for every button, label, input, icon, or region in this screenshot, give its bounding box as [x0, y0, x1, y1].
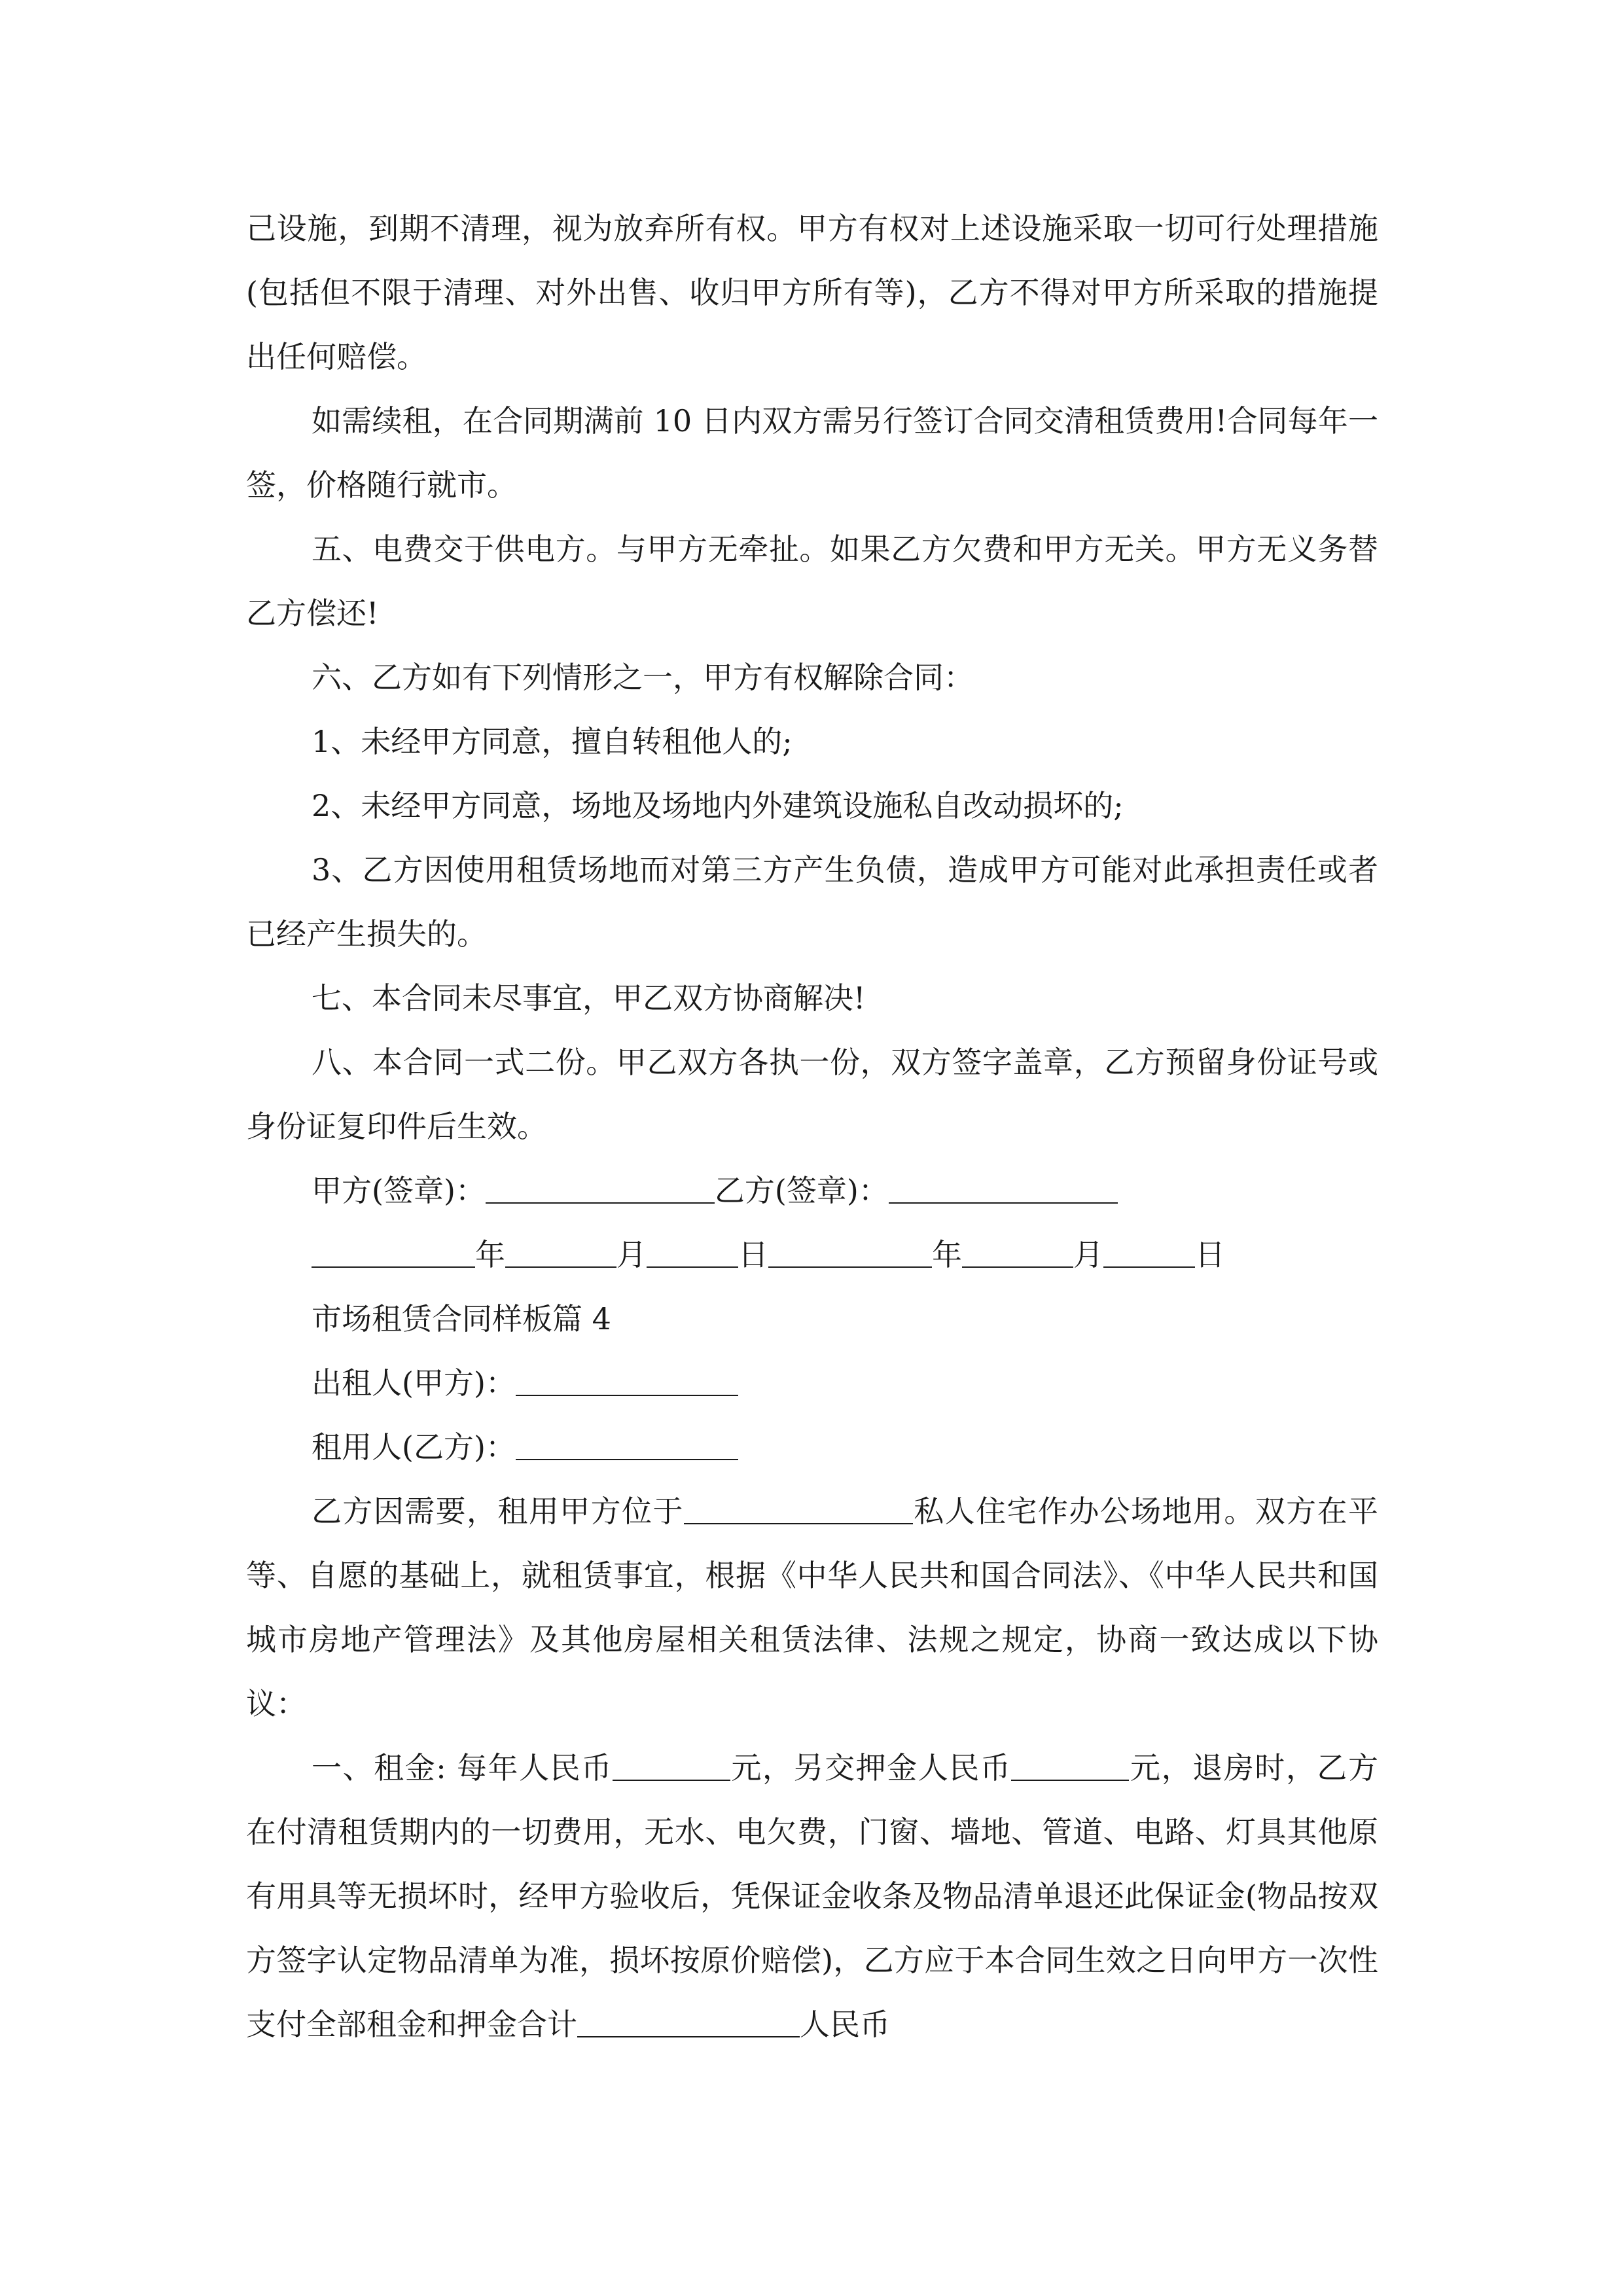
- date-year-label: 年: [932, 1237, 962, 1272]
- paragraph-clause-6: 六、乙方如有下列情形之一，甲方有权解除合同：: [312, 660, 974, 695]
- rent-text-c: 元，退房时，乙方在付清租赁期内的一切费用，无水、电欠费，门窗、墙地、管道、电路、灯具其他原有用具等无损坏时，经甲方验收后，凭保证金收条及物品清单退还此保证金(物品按双方签字认定物品清单为准，损坏按原价赔偿)，乙方应于本合同生效之日向甲方一次性支付全部租金和押金合计: [246, 1750, 1379, 2042]
- lessee-line: [246, 1415, 1378, 1479]
- date-month-label: 月: [616, 1237, 647, 1272]
- date-b-month-blank: [962, 1240, 1073, 1268]
- document-body: [246, 196, 1378, 2056]
- lease-intro-text-a: 乙方因需要，租用甲方位于: [312, 1494, 684, 1529]
- date-a-year-blank: [312, 1240, 475, 1268]
- paragraph-lease-intro: [246, 1479, 1378, 1736]
- rent-amount-blank: [613, 1753, 730, 1781]
- date-b-day-blank: [1103, 1240, 1195, 1268]
- party-a-signature-label: 甲方(签章)：: [312, 1173, 486, 1208]
- paragraph-clause-6-item-1: 1、未经甲方同意，擅自转租他人的;: [312, 724, 793, 759]
- deposit-amount-blank: [1011, 1753, 1129, 1781]
- paragraph-clause-6-item-3: 3、乙方因使用租赁场地而对第三方产生负债，造成甲方可能对此承担责任或者已经产生损失的。: [246, 852, 1378, 952]
- paragraph-clause-8: 八、本合同一式二份。甲乙双方各执一份，双方签字盖章，乙方预留身份证号或身份证复印件后生效。: [246, 1045, 1378, 1144]
- date-line: [246, 1223, 1378, 1287]
- paragraph-clause-5: 五、电费交于供电方。与甲方无牵扯。如果乙方欠费和甲方无关。甲方无义务替乙方偿还!: [246, 531, 1378, 631]
- lessee-blank: [516, 1433, 738, 1460]
- date-day-label: 日: [1195, 1237, 1225, 1272]
- paragraph-facilities: 己设施，到期不清理，视为放弃所有权。甲方有权对上述设施采取一切可行处理措施(包括但不限于清理、对外出售、收归甲方所有等)，乙方不得对甲方所采取的措施提出任何赔偿。: [246, 211, 1378, 374]
- party-b-signature-blank: [889, 1176, 1118, 1204]
- paragraph-clause-7: 七、本合同未尽事宜，甲乙双方协商解决!: [312, 980, 866, 1016]
- total-amount-blank: [577, 2010, 800, 2037]
- party-b-signature-label: 乙方(签章)：: [714, 1173, 889, 1208]
- party-a-signature-blank: [486, 1176, 715, 1204]
- section-title: 市场租赁合同样板篇 4: [312, 1301, 611, 1336]
- lease-location-blank: [684, 1497, 913, 1524]
- paragraph-renewal: 如需续租，在合同期满前 10 日内双方需另行签订合同交清租赁费用!合同每年一签，价格随行就市。: [246, 403, 1378, 503]
- lessor-blank: [516, 1369, 738, 1396]
- rent-text-a: 一、租金: 每年人民币: [312, 1750, 613, 1785]
- date-a-month-blank: [505, 1240, 616, 1268]
- lessor-line: [246, 1351, 1378, 1415]
- lease-intro-text-b: 私人住宅作办公场地用。双方在平等、自愿的基础上，就租赁事宜，根据《中华人民共和国合同法》、《中华人民共和国城市房地产管理法》及其他房屋相关租赁法律、法规之规定，协商一致达成以下协议：: [246, 1494, 1379, 1721]
- lessee-label: 租用人(乙方)：: [312, 1429, 516, 1465]
- rent-text-b: 元，另交押金人民币: [730, 1750, 1012, 1785]
- paragraph-rent-clause: [246, 1736, 1378, 2056]
- date-b-year-blank: [768, 1240, 932, 1268]
- lessor-label: 出租人(甲方)：: [312, 1365, 516, 1401]
- date-year-label: 年: [475, 1237, 505, 1272]
- paragraph-clause-6-item-2: 2、未经甲方同意，场地及场地内外建筑设施私自改动损坏的;: [312, 788, 1124, 823]
- date-day-label: 日: [738, 1237, 768, 1272]
- rent-text-d: 人民币: [800, 2007, 890, 2042]
- date-month-label: 月: [1073, 1237, 1103, 1272]
- signature-line: [246, 1158, 1378, 1223]
- date-a-day-blank: [647, 1240, 738, 1268]
